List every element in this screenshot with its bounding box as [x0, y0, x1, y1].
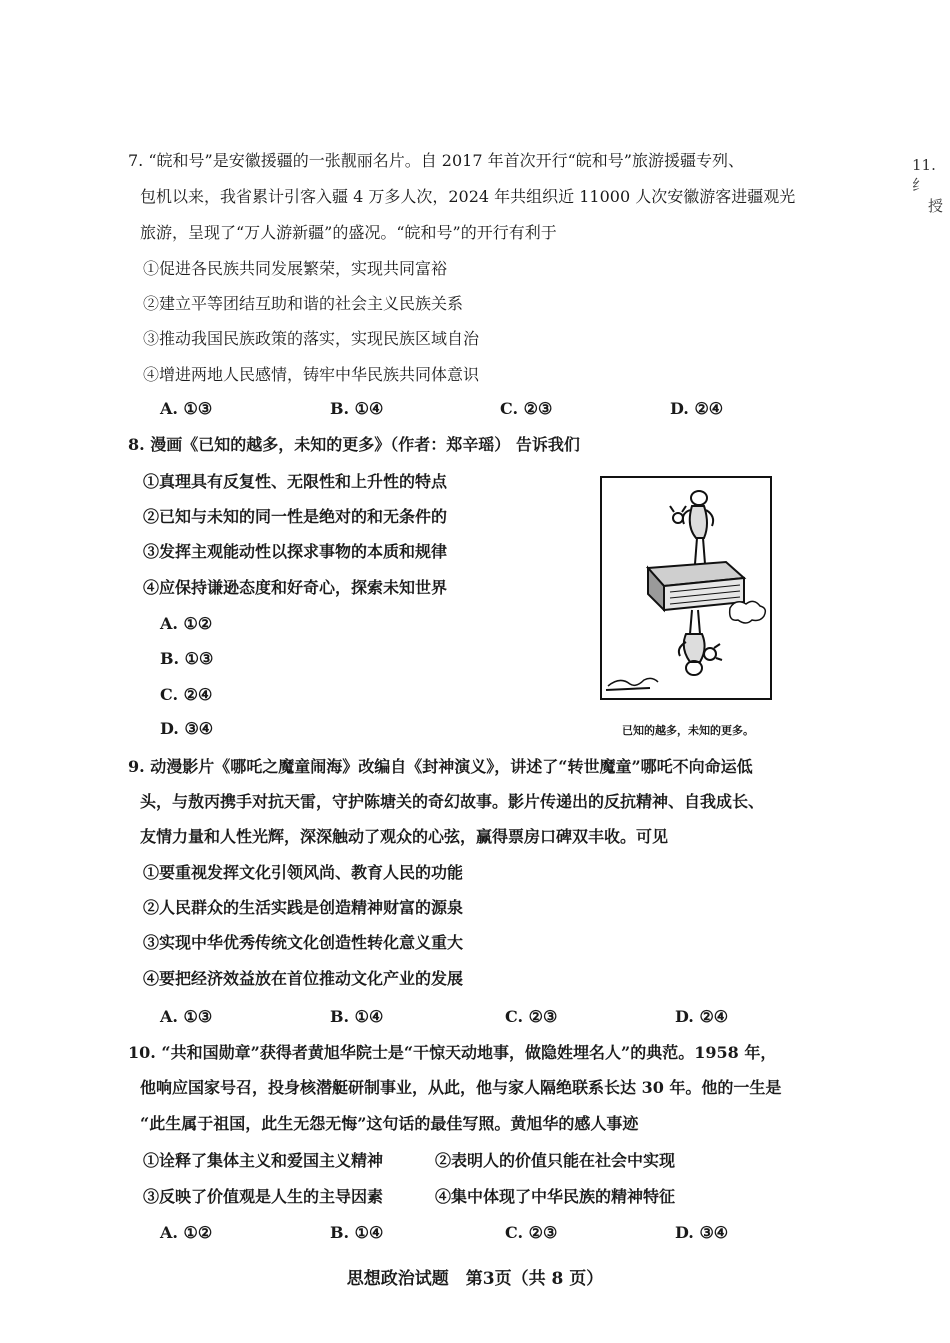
q8-statement-2: ②已知与未知的同一性是绝对的和无条件的 [143, 507, 448, 526]
q8-statement-4: ④应保持谦逊态度和好奇心，探索未知世界 [143, 578, 448, 597]
q8-option-b: B. ①③ [160, 649, 214, 668]
q10-stem-line-2: 他响应国家号召，投身核潜艇研制事业，从此，他与家人隔绝联系长达 30 年。他的一生是 [140, 1078, 782, 1097]
q10-option-a: A. ①② [160, 1223, 213, 1242]
q7-statement-2: ②建立平等团结互助和谐的社会主义民族关系 [143, 294, 464, 313]
q9-statement-3: ③实现中华优秀传统文化创造性转化意义重大 [143, 933, 464, 952]
q8-statement-1: ①真理具有反复性、无限性和上升性的特点 [143, 472, 448, 491]
q9-statement-4: ④要把经济效益放在首位推动文化产业的发展 [143, 969, 464, 988]
q10-option-c: C. ②③ [505, 1223, 558, 1242]
q7-option-a: A. ①③ [160, 399, 213, 418]
q7-statement-4: ④增进两地人民感情，铸牢中华民族共同体意识 [143, 365, 480, 384]
q9-statement-1: ①要重视发挥文化引领风尚、教育人民的功能 [143, 863, 464, 882]
q9-stem-line-2: 头，与敖丙携手对抗天雷，守护陈塘关的奇幻故事。影片传递出的反抗精神、自我成长、 [140, 792, 765, 811]
cartoon-caption: 已知的越多，未知的更多。 [622, 724, 754, 737]
q9-statement-2: ②人民群众的生活实践是创造精神财富的源泉 [143, 898, 464, 917]
q7-option-c: C. ②③ [500, 399, 553, 418]
edge-fragment-2: 授 [928, 197, 944, 215]
edge-fragment-1: 11. 纟 [912, 156, 936, 194]
q10-stem-line-1: 10. “共和国勋章”获得者黄旭华院士是“干惊天动地事，做隐姓埋名人”的典范。1958 年， [128, 1043, 777, 1062]
q10-statement-3: ③反映了价值观是人生的主导因素 [143, 1187, 384, 1206]
q8-stem: 8. 漫画《已知的越多，未知的更多》（作者：郑辛瑶） 告诉我们 [128, 435, 580, 454]
q9-option-a: A. ①③ [160, 1007, 213, 1026]
q10-statement-4: ④集中体现了中华民族的精神特征 [435, 1187, 676, 1206]
q10-statement-1: ①诠释了集体主义和爱国主义精神 [143, 1151, 384, 1170]
q10-option-d: D. ③④ [675, 1223, 729, 1242]
q9-option-b: B. ①④ [330, 1007, 384, 1026]
q7-option-b: B. ①④ [330, 399, 384, 418]
q10-stem-line-3: “此生属于祖国，此生无怨无悔”这句话的最佳写照。黄旭华的感人事迹 [140, 1114, 639, 1133]
q9-stem-line-1: 9. 动漫影片《哪吒之魔童闹海》改编自《封神演义》，讲述了“转世魔童”哪吒不向命运低 [128, 757, 753, 776]
q8-option-a: A. ①② [160, 614, 213, 633]
q7-statement-3: ③推动我国民族政策的落实，实现民族区域自治 [143, 329, 480, 348]
q10-statement-2: ②表明人的价值只能在社会中实现 [435, 1151, 676, 1170]
q7-stem-line-1: 7. “皖和号”是安徽援疆的一张靓丽名片。自 2017 年首次开行“皖和号”旅游援疆专列、 [128, 151, 744, 170]
q10-option-b: B. ①④ [330, 1223, 384, 1242]
q8-option-d: D. ③④ [160, 719, 214, 738]
q9-stem-line-3: 友情力量和人性光辉，深深触动了观众的心弦，赢得票房口碑双丰收。可见 [140, 827, 669, 846]
q8-statement-3: ③发挥主观能动性以探求事物的本质和规律 [143, 542, 448, 561]
q8-option-c: C. ②④ [160, 685, 213, 704]
q9-option-d: D. ②④ [675, 1007, 729, 1026]
q9-option-c: C. ②③ [505, 1007, 558, 1026]
q7-stem-line-3: 旅游，呈现了“万人游新疆”的盛况。“皖和号”的开行有利于 [140, 223, 557, 242]
q7-option-d: D. ②④ [670, 399, 724, 418]
q7-stem-line-2: 包机以来，我省累计引客入疆 4 万多人次，2024 年共组织近 11000 人次安徽游客进疆观光 [140, 187, 796, 206]
cartoon-illustration [600, 476, 772, 700]
page-footer: 思想政治试题 第3页（共 8 页） [346, 1269, 604, 1289]
q7-statement-1: ①促进各民族共同发展繁荣，实现共同富裕 [143, 259, 448, 278]
